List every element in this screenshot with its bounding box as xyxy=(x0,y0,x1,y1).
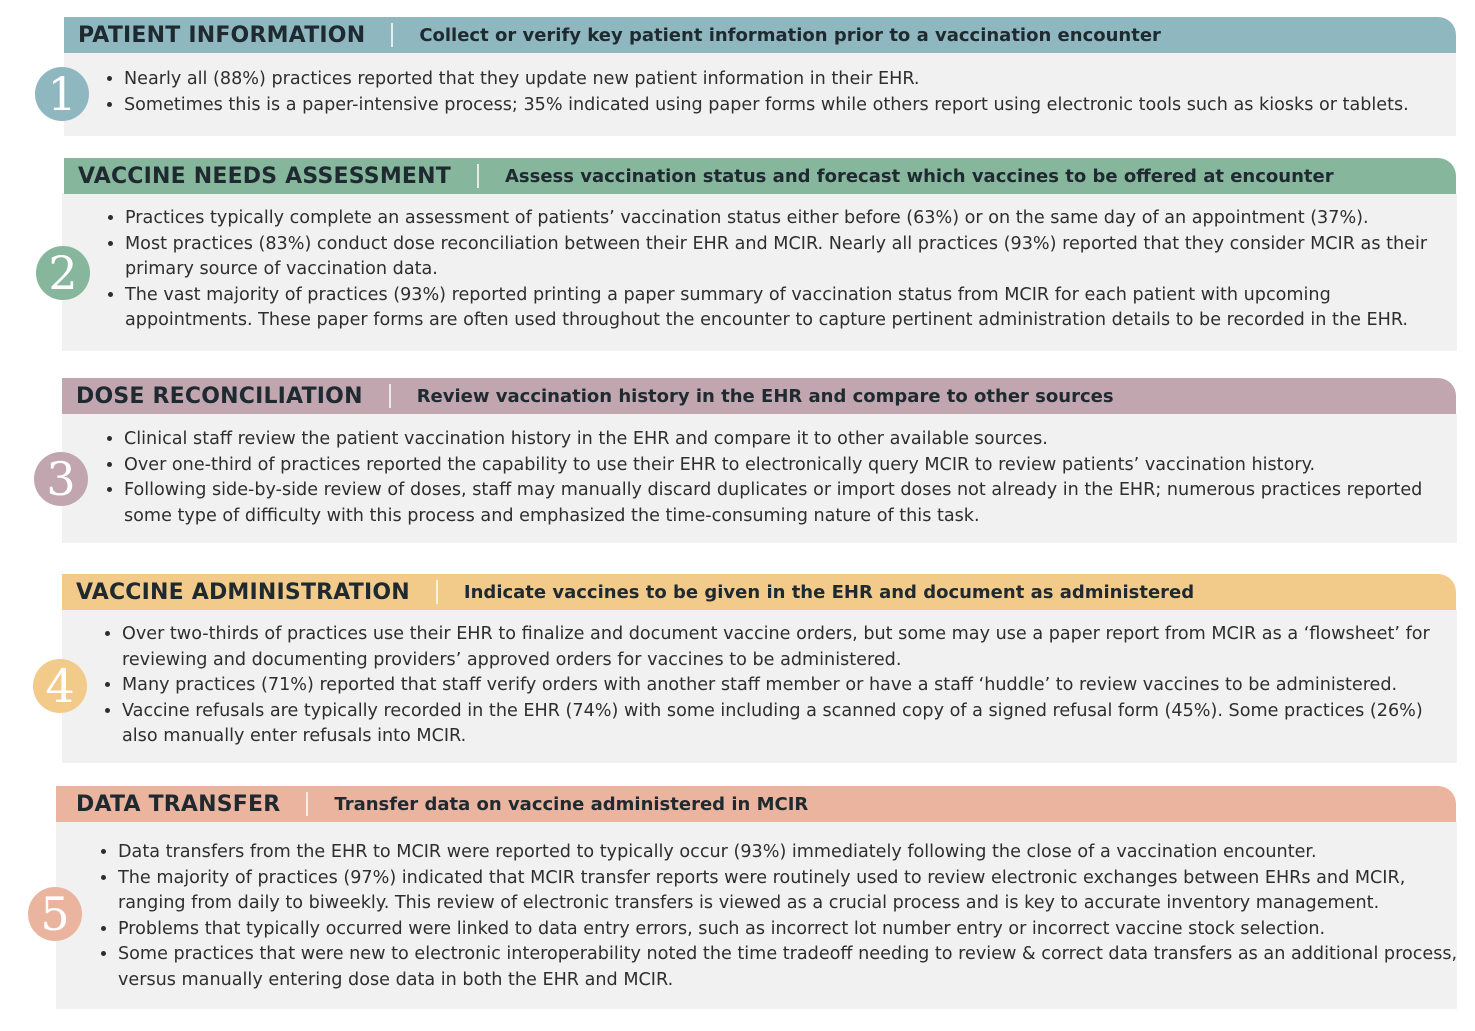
section-4-header xyxy=(62,574,1456,610)
list-item: • Nearly all (88%) practices reported that they update new patient information in their EHR. xyxy=(124,67,1469,93)
list-item: • Sometimes this is a paper-intensive process; 35% indicated using paper forms while others report using electronic tools such as kiosks or tablets. xyxy=(124,93,1469,119)
section-3-divider xyxy=(389,384,391,408)
step-4-badge xyxy=(33,659,87,713)
step-1-number: 1 xyxy=(47,67,77,121)
list-item: • Data transfers from the EHR to MCIR were reported to typically occur (93%) immediately following the close of a vaccination encounter. xyxy=(118,840,1463,866)
list-item: • Clinical staff review the patient vaccination history in the EHR and compare it to other available sources. xyxy=(124,427,1459,453)
step-3-number: 3 xyxy=(46,452,76,506)
list-item: • Problems that typically occurred were linked to data entry errors, such as incorrect lot number entry or incorrect vaccine stock selection. xyxy=(118,917,1463,943)
list-item: • Following side-by-side review of doses, staff may manually discard duplicates or import doses not already in the EHR; numerous practices reported some type of difficulty with this process and emphasized the time-consuming nature of this task. xyxy=(124,478,1459,529)
section-4-title: VACCINE ADMINISTRATION xyxy=(76,579,410,605)
section-1-divider xyxy=(391,23,393,47)
section-5-divider xyxy=(306,792,308,816)
step-2-badge xyxy=(36,246,90,300)
section-3-subtitle: Review vaccination history in the EHR and compare to other sources xyxy=(416,385,1114,407)
section-5-title: DATA TRANSFER xyxy=(76,791,281,817)
list-item: • Over one-third of practices reported the capability to use their EHR to electronically query MCIR to review patients’ vaccination history. xyxy=(124,453,1459,479)
section-3-title: DOSE RECONCILIATION xyxy=(76,383,363,409)
list-item: • Many practices (71%) reported that staff verify orders with another staff member or have a staff ‘huddle’ to review vaccines to be administered. xyxy=(122,673,1457,699)
step-3-badge xyxy=(34,452,88,506)
section-2-title: VACCINE NEEDS ASSESSMENT xyxy=(78,163,451,189)
section-2-bullets xyxy=(99,206,1460,334)
list-item: • The vast majority of practices (93%) reported printing a paper summary of vaccination status from MCIR for each patient with upcoming appointments. These paper forms are often used throughout the encounter to capture pertinent administration details to be recorded in the EHR. xyxy=(125,283,1460,334)
list-item: • Some practices that were new to electronic interoperability noted the time tradeoff needing to review & correct data transfers as an additional process, versus manually entering dose data in both the EHR and MCIR. xyxy=(118,942,1463,993)
section-4-subtitle: Indicate vaccines to be given in the EHR and document as administered xyxy=(463,581,1195,603)
step-4-number: 4 xyxy=(45,659,75,713)
list-item: • The majority of practices (97%) indicated that MCIR transfer reports were routinely used to review electronic exchanges between EHRs and MCIR, ranging from daily to biweekly. This review of electronic transfers is viewed as a crucial process and is key to accurate inventory management. xyxy=(118,866,1463,917)
section-3-bullets xyxy=(98,427,1459,529)
section-5-header xyxy=(56,786,1456,822)
step-5-badge xyxy=(28,887,82,941)
section-1-subtitle: Collect or verify key patient information prior to a vaccination encounter xyxy=(419,24,1161,46)
step-2-number: 2 xyxy=(48,246,78,300)
section-1-header xyxy=(64,17,1456,53)
section-2-divider xyxy=(477,164,479,188)
section-2-header xyxy=(64,158,1456,194)
section-5-bullets xyxy=(92,840,1463,993)
list-item: • Vaccine refusals are typically recorded in the EHR (74%) with some including a scanned copy of a signed refusal form (45%). Some practices (26%) also manually enter refusals into MCIR. xyxy=(122,699,1457,750)
section-3-header xyxy=(62,378,1456,414)
list-item: • Most practices (83%) conduct dose reconciliation between their EHR and MCIR. Nearly all practices (93%) reported that they consider MCIR as their primary source of vaccination data. xyxy=(125,232,1460,283)
section-1-bullets xyxy=(98,67,1469,118)
section-2-subtitle: Assess vaccination status and forecast which vaccines to be offered at encounter xyxy=(504,165,1334,187)
step-5-number: 5 xyxy=(40,887,70,941)
section-1-title: PATIENT INFORMATION xyxy=(78,22,366,48)
section-4-bullets xyxy=(96,622,1457,750)
list-item: • Over two-thirds of practices use their EHR to finalize and document vaccine orders, but some may use a paper report from MCIR as a ‘flowsheet’ for reviewing and documenting providers’ approved orders for vaccines to be administered. xyxy=(122,622,1457,673)
list-item: • Practices typically complete an assessment of patients’ vaccination status either before (63%) or on the same day of an appointment (37%). xyxy=(125,206,1460,232)
step-1-badge xyxy=(35,67,89,121)
section-4-divider xyxy=(436,580,438,604)
section-5-subtitle: Transfer data on vaccine administered in MCIR xyxy=(334,793,809,815)
